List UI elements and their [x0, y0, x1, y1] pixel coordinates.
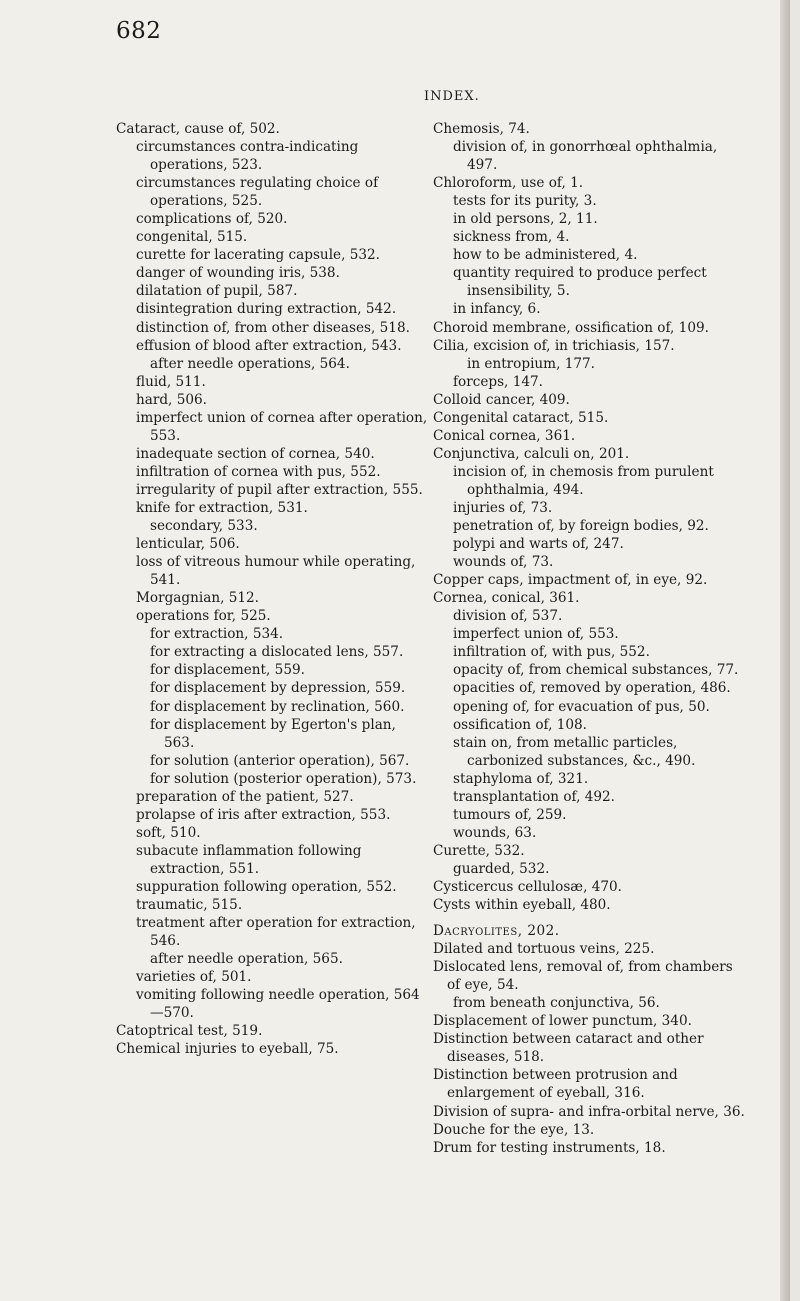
index-subentry: suppuration following operation, 552. — [136, 878, 397, 895]
index-subentry: for displacement by Egerton's plan, 563. — [150, 716, 396, 751]
index-subentry: fluid, 511. — [136, 373, 206, 390]
index-column-right — [433, 120, 747, 1157]
index-subentry: incision of, in chemosis from purulent ophthalmia, 494. — [453, 463, 714, 498]
index-entry: Cilia, excision of, in trichiasis, 157. — [433, 337, 675, 354]
index-subentry: forceps, 147. — [453, 373, 543, 390]
index-subentry: prolapse of iris after extraction, 553. — [136, 806, 391, 823]
index-subentry: ossification of, 108. — [453, 716, 587, 733]
index-entry: Dacryolites, 202. — [433, 923, 560, 940]
index-subentry: tests for its purity, 3. — [453, 193, 597, 210]
index-subentry: infiltration of, with pus, 552. — [453, 644, 650, 661]
index-subentry: dilatation of pupil, 587. — [136, 283, 298, 300]
index-column-left — [116, 120, 430, 1058]
index-subentry: imperfect union of cornea after operation, 553. — [136, 409, 428, 444]
index-entry: Choroid membrane, ossification of, 109. — [433, 319, 709, 336]
index-subentry: division of, in gonorrhœal ophthalmia, 497. — [453, 139, 718, 174]
index-subentry: circumstances regulating choice of operations, 525. — [136, 175, 379, 210]
index-entry: Cornea, conical, 361. — [433, 590, 580, 607]
index-subentry: for extraction, 534. — [150, 626, 284, 643]
index-subentry: loss of vitreous humour while operating, 541. — [136, 554, 416, 589]
index-subentry: knife for extraction, 531. — [136, 499, 308, 516]
index-subentry: treatment after operation for extraction, 546. — [136, 915, 416, 950]
index-subentry: polypi and warts of, 247. — [453, 536, 624, 553]
index-entry: Congenital cataract, 515. — [433, 409, 609, 426]
index-entry: Distinction between protrusion and enlargement of eyeball, 316. — [433, 1067, 678, 1102]
index-entry: Dilated and tortuous veins, 225. — [433, 941, 655, 958]
index-subentry: penetration of, by foreign bodies, 92. — [453, 518, 709, 535]
index-entry: Conical cornea, 361. — [433, 427, 576, 444]
index-subentry: imperfect union of, 553. — [453, 626, 619, 643]
index-subentry: sickness from, 4. — [453, 229, 570, 246]
index-subentry: complications of, 520. — [136, 211, 288, 228]
index-subentry: quantity required to produce perfect insensibility, 5. — [453, 265, 707, 300]
index-subentry: hard, 506. — [136, 391, 207, 408]
index-entry: Catoptrical test, 519. — [116, 1023, 263, 1040]
index-entry: Curette, 532. — [433, 842, 525, 859]
index-entry: Chemosis, 74. — [433, 121, 530, 137]
index-entry: Copper caps, impactment of, in eye, 92. — [433, 572, 708, 589]
index-subentry: traumatic, 515. — [136, 897, 243, 914]
index-entry: Cataract, cause of, 502. — [116, 121, 280, 137]
index-subentry: after needle operation, 565. — [150, 951, 343, 968]
index-subentry: curette for lacerating capsule, 532. — [136, 247, 380, 264]
index-entry: Cysticercus cellulosæ, 470. — [433, 878, 622, 895]
index-subentry: how to be administered, 4. — [453, 247, 638, 264]
index-subentry: injuries of, 73. — [453, 499, 553, 516]
index-subentry: guarded, 532. — [453, 860, 550, 877]
index-subentry: after needle operations, 564. — [150, 355, 350, 372]
index-subentry: infiltration of cornea with pus, 552. — [136, 463, 381, 480]
index-subentry: opacity of, from chemical substances, 77. — [453, 662, 739, 679]
entry-gap — [433, 914, 747, 922]
index-entry: Colloid cancer, 409. — [433, 391, 570, 408]
index-subentry: wounds, 63. — [453, 824, 537, 841]
index-subentry: in entropium, 177. — [467, 355, 595, 372]
index-subentry: division of, 537. — [453, 608, 563, 625]
index-subentry: distinction of, from other diseases, 518. — [136, 319, 410, 336]
index-subentry: for extracting a dislocated lens, 557. — [150, 644, 404, 661]
running-head: INDEX. — [424, 89, 480, 104]
index-subentry: opacities of, removed by operation, 486. — [453, 680, 731, 697]
index-subentry: for displacement, 559. — [150, 662, 305, 679]
index-subentry: secondary, 533. — [150, 518, 258, 535]
index-subentry: in infancy, 6. — [453, 301, 541, 318]
index-subentry: preparation of the patient, 527. — [136, 788, 354, 805]
page-number: 682 — [116, 18, 162, 44]
index-subentry: staphyloma of, 321. — [453, 770, 589, 787]
index-subentry: circumstances contra-indicating operations, 523. — [136, 139, 359, 174]
index-subentry: for solution (posterior operation), 573. — [150, 770, 417, 787]
index-subentry: from beneath conjunctiva, 56. — [453, 995, 660, 1012]
index-entry: Division of supra- and infra-orbital nerve, 36. — [433, 1103, 745, 1120]
index-entry: Conjunctiva, calculi on, 201. — [433, 445, 630, 462]
index-subentry: in old persons, 2, 11. — [453, 211, 598, 228]
index-subentry: for solution (anterior operation), 567. — [150, 752, 410, 769]
index-subentry: effusion of blood after extraction, 543. — [136, 337, 402, 354]
index-subentry: operations for, 525. — [136, 608, 271, 625]
page-edge-shadow — [780, 0, 790, 1301]
index-entry: Dislocated lens, removal of, from chambers of eye, 54. — [433, 959, 733, 994]
index-subentry: vomiting following needle operation, 564—570. — [136, 987, 420, 1022]
index-subentry: Morgagnian, 512. — [136, 590, 259, 607]
index-subentry: lenticular, 506. — [136, 536, 240, 553]
index-entry: Displacement of lower punctum, 340. — [433, 1013, 692, 1030]
index-entry: Distinction between cataract and other diseases, 518. — [433, 1031, 704, 1066]
index-entry: Chemical injuries to eyeball, 75. — [116, 1041, 339, 1058]
index-entry: Chloroform, use of, 1. — [433, 175, 584, 192]
index-subentry: wounds of, 73. — [453, 554, 554, 571]
index-subentry: congenital, 515. — [136, 229, 248, 246]
index-subentry: subacute inflammation following extraction, 551. — [136, 842, 362, 877]
index-subentry: tumours of, 259. — [453, 806, 567, 823]
index-entry: Cysts within eyeball, 480. — [433, 897, 611, 914]
index-subentry: varieties of, 501. — [136, 969, 252, 986]
index-subentry: irregularity of pupil after extraction, 555. — [136, 481, 423, 498]
index-subentry: disintegration during extraction, 542. — [136, 301, 397, 318]
index-entry: Douche for the eye, 13. — [433, 1121, 595, 1138]
index-subentry: for displacement by reclination, 560. — [150, 698, 405, 715]
index-subentry: danger of wounding iris, 538. — [136, 265, 340, 282]
index-subentry: inadequate section of cornea, 540. — [136, 445, 375, 462]
index-subentry: for displacement by depression, 559. — [150, 680, 406, 697]
index-entry: Drum for testing instruments, 18. — [433, 1139, 666, 1156]
index-subentry: stain on, from metallic particles, carbonized substances, &c., 490. — [453, 734, 696, 769]
index-subentry: soft, 510. — [136, 824, 201, 841]
index-subentry: transplantation of, 492. — [453, 788, 615, 805]
index-subentry: opening of, for evacuation of pus, 50. — [453, 698, 710, 715]
